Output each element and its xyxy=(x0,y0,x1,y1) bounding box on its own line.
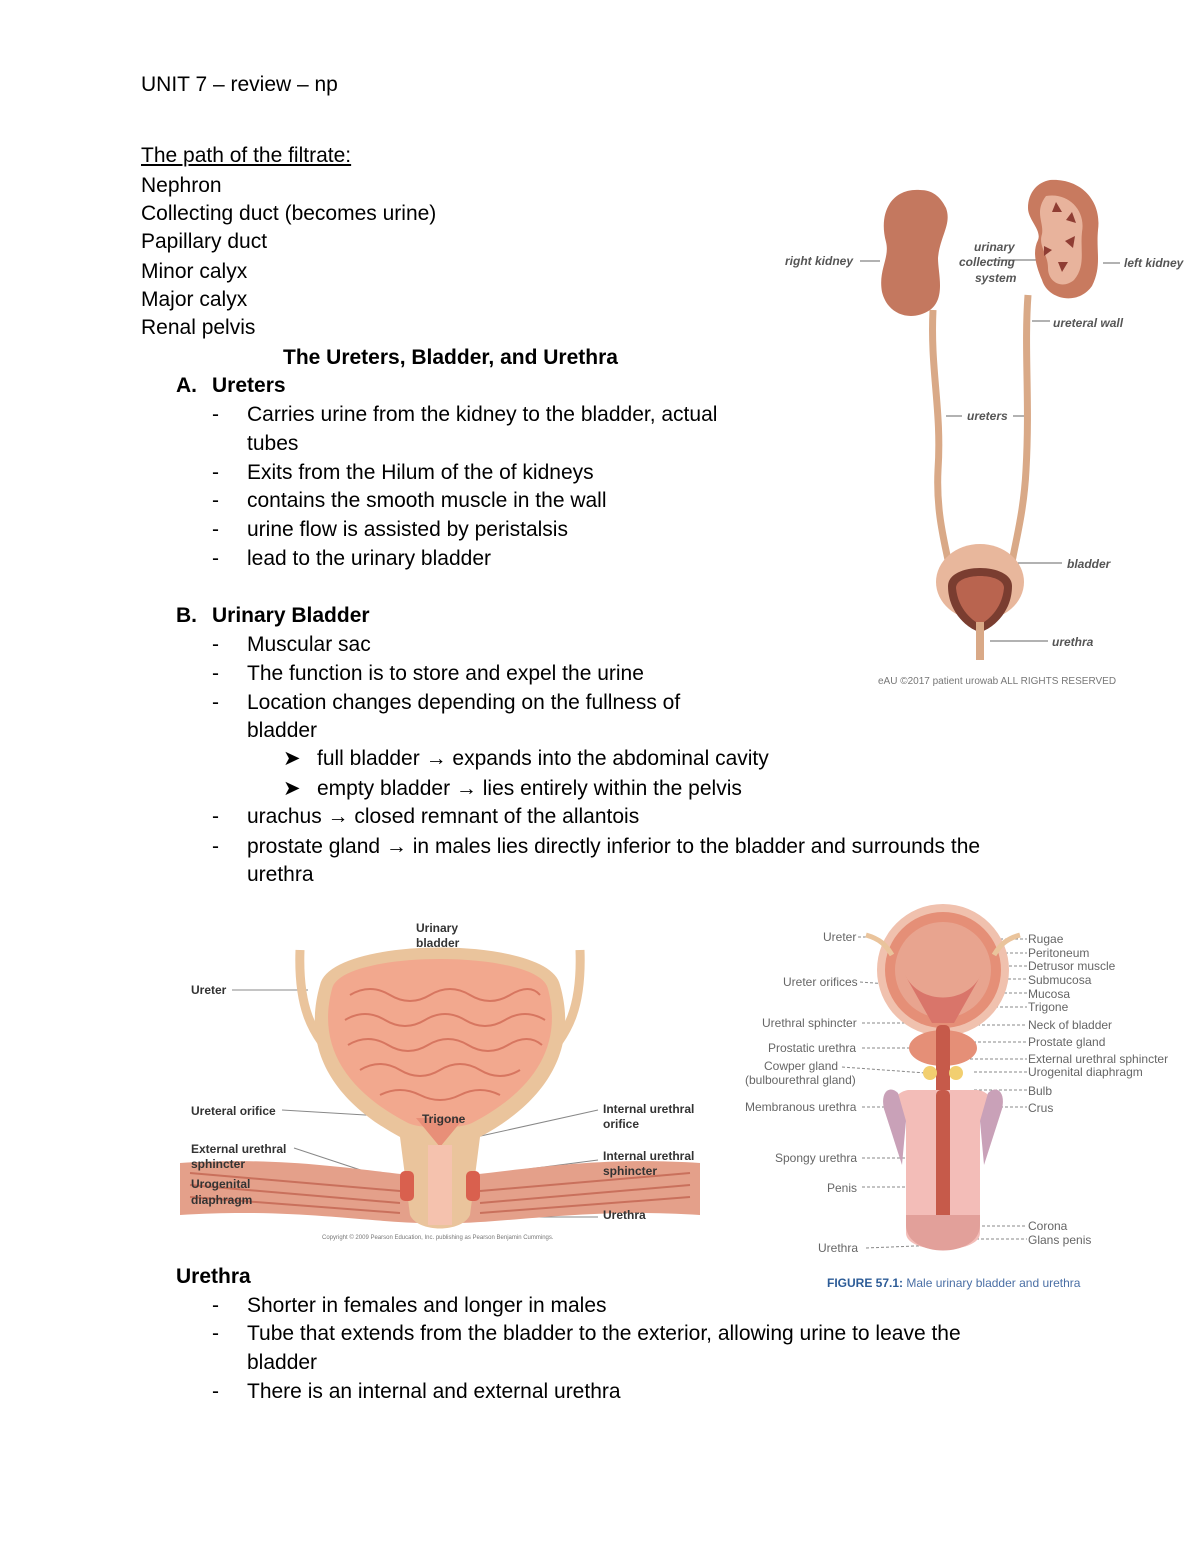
bullet-dash: - xyxy=(212,805,219,828)
bullet-dash: - xyxy=(212,662,219,685)
label-urogenital-2: diaphragm xyxy=(191,1193,253,1207)
list-marker: B. xyxy=(176,604,197,627)
label-internal-orifice-2: orifice xyxy=(603,1117,640,1131)
bullet-dash: - xyxy=(212,1322,219,1345)
bullet-dash: - xyxy=(212,547,219,570)
bullet-dash: - xyxy=(212,489,219,512)
label-urinary: urinary xyxy=(974,240,1015,254)
bladder-sub-bullet: empty bladder → lies entirely within the pelvis xyxy=(317,777,742,800)
label-crus: Crus xyxy=(1028,1101,1054,1115)
male-bladder-urethra-illustration xyxy=(740,915,1200,1260)
urethra-bullet: There is an internal and external urethra xyxy=(247,1380,621,1403)
bladder-bullet: prostate gland → in males lies directly inferior to the bladder and surrounds the xyxy=(247,835,981,858)
label-urethra-m: Urethra xyxy=(818,1241,859,1255)
label-ureter-m: Ureter xyxy=(823,930,857,944)
bladder-heading: Urinary Bladder xyxy=(212,604,370,627)
label-submucosa: Submucosa xyxy=(1028,973,1092,987)
label-right-kidney: right kidney xyxy=(785,254,854,268)
section-title: The Ureters, Bladder, and Urethra xyxy=(283,346,618,369)
path-step: Collecting duct (becomes urine) xyxy=(141,202,437,225)
bladder-cross-section-illustration xyxy=(180,915,720,1245)
label-collecting: collecting xyxy=(959,255,1016,269)
bladder-bullet: Location changes depending on the fullness of xyxy=(247,691,681,714)
ureters-bullet: contains the smooth muscle in the wall xyxy=(247,489,607,512)
label-urethra-2: Urethra xyxy=(603,1208,646,1222)
label-internal-sphincter-2: sphincter xyxy=(603,1164,658,1178)
path-heading: The path of the filtrate: xyxy=(141,144,352,167)
ureters-bullet: tubes xyxy=(247,432,299,455)
bladder-bullet: Muscular sac xyxy=(247,633,371,656)
list-marker: A. xyxy=(176,374,197,397)
label-trigone-m: Trigone xyxy=(1028,1000,1069,1014)
label-ureteral-wall: ureteral wall xyxy=(1053,316,1124,330)
label-system: system xyxy=(975,271,1017,285)
label-penis: Penis xyxy=(827,1181,858,1195)
label-urinary-bladder: Urinary xyxy=(416,921,459,935)
figure-caption xyxy=(827,1276,1080,1290)
ureters-bullet: lead to the urinary bladder xyxy=(247,547,491,570)
label-bladder: bladder xyxy=(1067,557,1111,571)
label-membranous-urethra: Membranous urethra xyxy=(745,1100,857,1114)
label-bulb: Bulb xyxy=(1028,1084,1053,1098)
path-step: Minor calyx xyxy=(141,260,248,283)
bladder-bullet: The function is to store and expel the urine xyxy=(247,662,644,685)
urethra-bullet: Tube that extends from the bladder to the exterior, allowing urine to leave the xyxy=(247,1322,961,1345)
bullet-dash: - xyxy=(212,835,219,858)
label-glans: Glans penis xyxy=(1028,1233,1092,1247)
ureters-bullet: urine flow is assisted by peristalsis xyxy=(247,518,568,541)
ureters-bullet: Carries urine from the kidney to the bladder, actual xyxy=(247,403,718,426)
urethra-heading: Urethra xyxy=(176,1265,251,1288)
label-spongy-urethra: Spongy urethra xyxy=(775,1151,858,1165)
label-bulbourethral: (bulbourethral gland) xyxy=(745,1073,856,1087)
bladder-bullet: bladder xyxy=(247,719,318,742)
bladder-sub-bullet: full bladder → expands into the abdominal cavity xyxy=(317,747,769,770)
label-ureter: Ureter xyxy=(191,983,227,997)
label-left-kidney: left kidney xyxy=(1124,256,1184,270)
label-urogenital-m: Urogenital diaphragm xyxy=(1028,1065,1143,1079)
label-mucosa: Mucosa xyxy=(1028,987,1071,1001)
bullet-dash: - xyxy=(212,633,219,656)
label-peritoneum: Peritoneum xyxy=(1028,946,1090,960)
label-corona: Corona xyxy=(1028,1219,1068,1233)
figure-copyright: Copyright © 2009 Pearson Education, Inc. publishing as Pearson Benjamin Cummings. xyxy=(322,1235,554,1241)
figure-caption-text: Male urinary bladder and urethra xyxy=(906,1276,1081,1290)
label-detrusor: Detrusor muscle xyxy=(1028,959,1116,973)
label-external-sphincter-m: External urethral sphincter xyxy=(1028,1052,1169,1066)
figure-copyright: eAU ©2017 patient urowab ALL RIGHTS RESERVED xyxy=(878,676,1117,687)
arrow-bullet-icon: ➤ xyxy=(283,777,301,800)
page-title: UNIT 7 – review – np xyxy=(141,73,338,96)
label-cowper-gland: Cowper gland xyxy=(764,1059,839,1073)
bullet-dash: - xyxy=(212,461,219,484)
label-trigone: Trigone xyxy=(422,1112,466,1126)
arrow-bullet-icon: ➤ xyxy=(283,747,301,770)
path-step: Major calyx xyxy=(141,288,248,311)
urethra-bullet: Shorter in females and longer in males xyxy=(247,1294,607,1317)
label-urogenital: Urogenital xyxy=(191,1177,251,1191)
bullet-dash: - xyxy=(212,403,219,426)
label-prostatic-urethra: Prostatic urethra xyxy=(768,1041,857,1055)
label-rugae: Rugae xyxy=(1028,932,1064,946)
ureters-bullet: Exits from the Hilum of the of kidneys xyxy=(247,461,594,484)
bullet-dash: - xyxy=(212,691,219,714)
label-urethral-sphincter: Urethral sphincter xyxy=(762,1016,857,1030)
bladder-bullet: urethra xyxy=(247,863,314,886)
ureters-heading: Ureters xyxy=(212,374,286,397)
label-external-sphincter: External urethral xyxy=(191,1142,287,1156)
label-external-sphincter-2: sphincter xyxy=(191,1157,246,1171)
label-urinary-bladder-2: bladder xyxy=(416,936,460,950)
bullet-dash: - xyxy=(212,518,219,541)
label-ureteral-orifice: Ureteral orifice xyxy=(191,1104,276,1118)
bullet-dash: - xyxy=(212,1380,219,1403)
label-internal-orifice: Internal urethral xyxy=(603,1102,695,1116)
urethra-bullet: bladder xyxy=(247,1351,318,1374)
label-internal-sphincter: Internal urethral xyxy=(603,1149,695,1163)
path-step: Renal pelvis xyxy=(141,316,256,339)
bullet-dash: - xyxy=(212,1294,219,1317)
figure-caption-prefix: FIGURE 57.1: xyxy=(827,1276,904,1290)
bladder-bullet: urachus → closed remnant of the allantois xyxy=(247,805,640,828)
label-ureter-orifices: Ureter orifices xyxy=(783,975,858,989)
path-step: Nephron xyxy=(141,174,222,197)
label-prostate: Prostate gland xyxy=(1028,1035,1106,1049)
label-neck: Neck of bladder xyxy=(1028,1018,1113,1032)
label-ureters: ureters xyxy=(967,409,1008,423)
path-step: Papillary duct xyxy=(141,230,268,253)
label-urethra: urethra xyxy=(1052,635,1094,649)
